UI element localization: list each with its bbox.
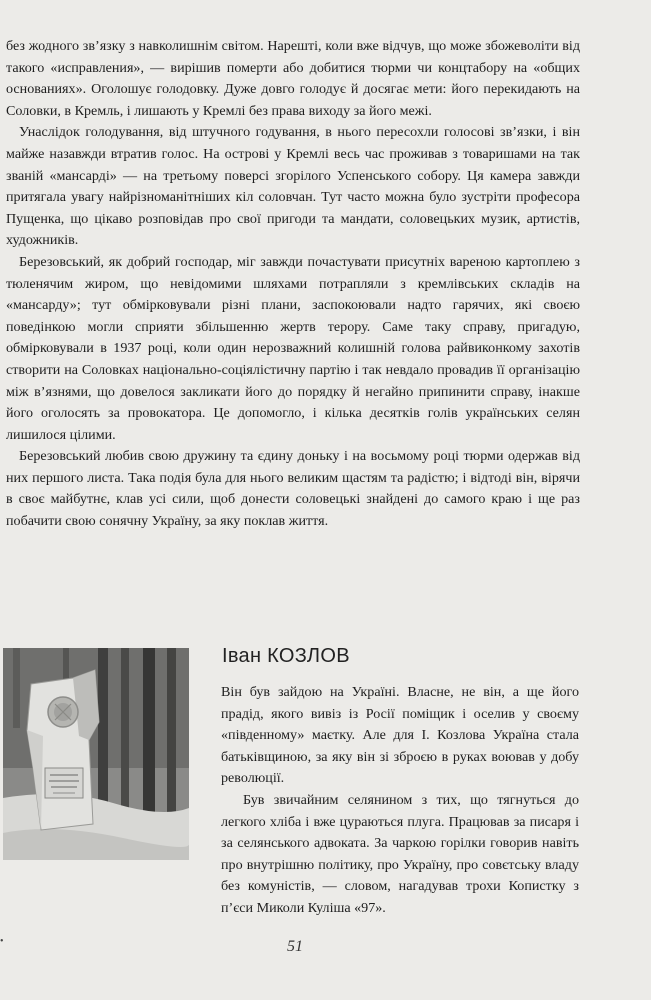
paragraph: без жодного зв’язку з навколишнім світом. Нарешті, коли вже відчув, що може збожеволіти від такого «исправления», — вирішив померти або добитися тюрми чи концтабору на «общих основаниях». Оголошує голодовку. Дуже довго голодує й досягає мети: його перекидають на Соловки, в Кремль, і лишають у Кремлі без права виходу за його межі. [6,38,580,119]
paragraph: Березовський, як добрий господар, міг завжди почастувати присутніх вареною картоплею з тюленячим жиром, що невідомими шляхами потрапляли з кремлівських складів на «мансарду»; тут обмірковували різні плани, заспокоювали надто гарячих, які своєю поведінкою могли сприяти збільшенню жертв терору. Саме таку справу, пригадую, обмірковували в 1937 році, коли один нерозважний колишній голова райвиконкому захотів створити на Соловках національно-соціялістичну партію і так невдало провадив її організацію між в’язнями, що довелося закликати його до порядку й негайно припинити справу, інакше його оголосять за провокатора. Це допомогло, і кілька десятків голів українських селян лишилося цілими. [6,253,580,443]
page-number: 51 [287,938,303,955]
paragraph: Унаслідок голодування, від штучного годування, в нього пересохли голосові зв’язки, і він майже назавжди втратив голос. На острові у Кремлі весь час проживав з товаришами на так званій «мансарді» — на третьому поверсі згорілого Успенського собору. Ця камера завжди притягала увагу найрізноманітніших кіл соловчан. Тут часто можна було зустріти професора Пущенка, що цікаво розповідав про свої пригоди та мандати, соловецьких музик, артистів, художників. [6,124,580,249]
section-heading: Іван КОЗЛОВ [222,645,350,667]
memorial-stone-photo [3,648,189,860]
paragraph: Березовський любив свою дружину та єдину доньку і на восьмому році тюрми одержав від них першого листа. Така подія була для нього великим щастям та радістю; і відтоді він, вірячи в своє майбутнє, клав усі сили, щоб донести соловецькі знайдені до самого краю і ще раз побачити свою сонячну Україну, за яку поклав життя. [6,448,580,530]
section-text [221,682,579,920]
scan-edge-mark: • [0,936,4,947]
main-text [6,36,580,533]
memorial-stone-image [3,648,189,860]
paragraph: Був звичайним селянином з тих, що тягнуться до легкого хліба і вже цураються плуга. Працював за писаря і за селянського адвоката. За чаркою горілки говорив навіть про внутрішню політику, про Україну, про совєтську владу без комуністів, — словом, нагадував трохи Копистку з п’єси Миколи Куліша «97». [221,791,579,916]
paragraph: Він був зайдою на Україні. Власне, не він, а ще його прадід, якого вивіз із Росії поміщик і оселив у своєму «південному» маєтку. Але для І. Козлова Україна стала батьківщиною, за яку він зі зброєю в руках воював у добу революції. [221,684,579,787]
